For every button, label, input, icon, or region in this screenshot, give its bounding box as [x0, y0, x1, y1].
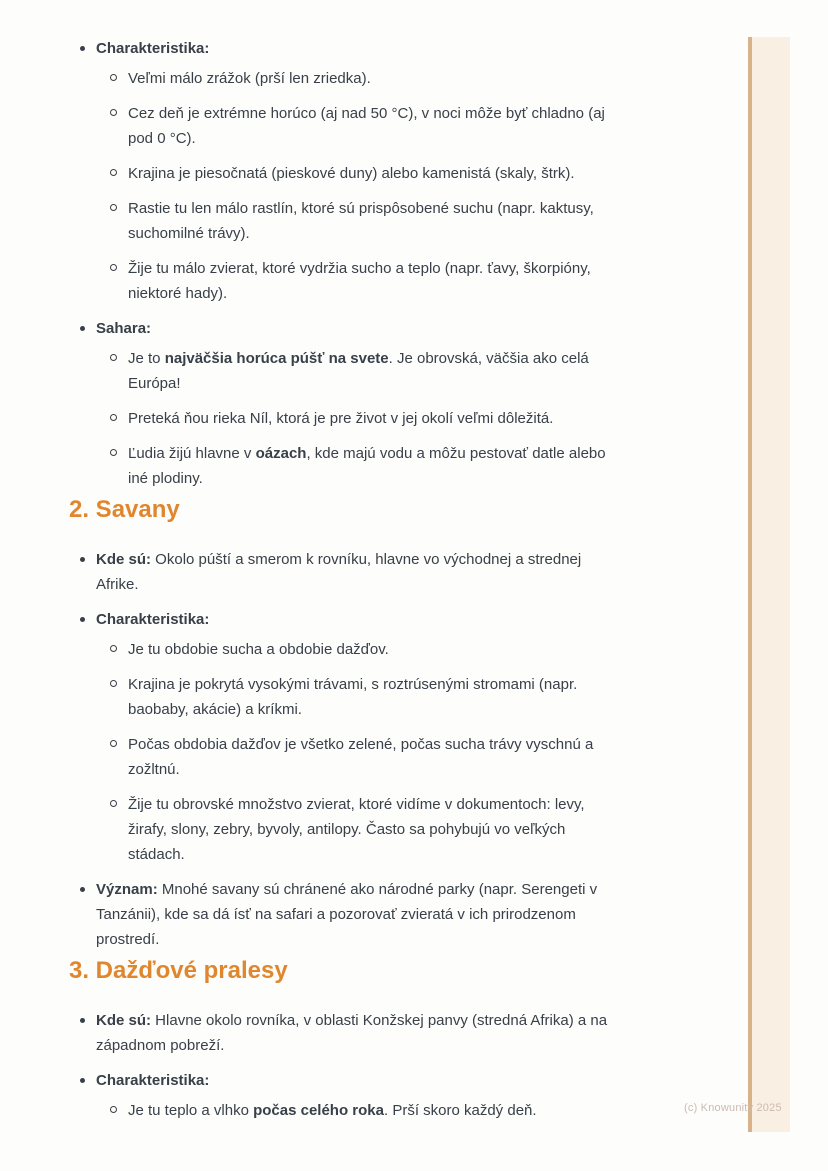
sublist-item — [109, 196, 623, 246]
item-text — [128, 406, 623, 431]
sublist-item — [109, 672, 623, 722]
savany-charakteristika-sublist — [109, 637, 623, 867]
bullet-circle-icon — [109, 792, 128, 867]
sublist-item — [109, 441, 623, 491]
list-item-charakteristika — [69, 1068, 669, 1123]
heading-pralesy: 3. Dažďové pralesy — [69, 957, 288, 984]
text-run: Je to — [128, 350, 165, 367]
text-run: Mnohé savany sú chránené ako národné parky (napr. Serengeti v Tanzánii), kde sa dá ísť na safari a pozorovať zvieratá v ich prirodzenom prostredí. — [96, 881, 598, 948]
bullet-disc-icon — [69, 1008, 96, 1058]
bullet-circle-icon — [109, 441, 128, 491]
text-run: . Prší skoro každý deň. — [383, 1102, 537, 1119]
bullet-disc-icon — [69, 547, 96, 597]
sahara-sublist — [109, 346, 623, 491]
watermark-text: (c) Knowunity 2025 — [684, 1102, 782, 1114]
bullet-disc-icon — [69, 877, 96, 952]
list-item-body — [96, 1068, 623, 1123]
bullet-disc-icon — [69, 316, 96, 491]
sublist-item — [109, 637, 623, 662]
sublist-item — [109, 101, 623, 151]
list-item-kde-su — [69, 547, 669, 597]
bold-text-run: Kde sú: — [96, 551, 152, 568]
item-text — [128, 1098, 623, 1123]
bullet-circle-icon — [109, 1098, 128, 1123]
document-content — [69, 36, 669, 1123]
bullet-circle-icon — [109, 672, 128, 722]
list-item-body — [96, 316, 623, 491]
sublist-item — [109, 66, 623, 91]
sublist-item — [109, 346, 623, 396]
text-run: Hlavne okolo rovníka, v oblasti Konžskej panvy (stredná Afrika) a na západnom pobreží. — [96, 1012, 608, 1054]
sublist-item — [109, 1098, 623, 1123]
sublist-item — [109, 792, 623, 867]
pralesy-list — [69, 1008, 669, 1123]
bullet-circle-icon — [109, 256, 128, 306]
bullet-disc-icon — [69, 1068, 96, 1123]
sublist-item — [109, 732, 623, 782]
item-text — [96, 877, 614, 952]
bullet-disc-icon — [69, 36, 96, 306]
sublist-item — [109, 256, 623, 306]
list-item-sahara — [69, 316, 669, 491]
bold-text-run: najväčšia horúca púšť na svete — [164, 350, 389, 367]
decorative-stripe — [748, 37, 790, 1132]
text-run: Je tu teplo a vlhko — [128, 1102, 254, 1119]
list-item-charakteristika — [69, 607, 669, 867]
pralesy-charakteristika-sublist — [109, 1098, 623, 1123]
item-text: Krajina je piesočnatá (pieskové duny) alebo kamenistá (skaly, štrk). — [128, 165, 575, 182]
item-text: Je tu obdobie sucha a obdobie dažďov. — [128, 641, 389, 658]
text-run: Okolo púští a smerom k rovníku, hlavne vo východnej a strednej Afrike. — [96, 551, 582, 593]
item-text: Žije tu málo zvierat, ktoré vydržia sucho a teplo (napr. ťavy, škorpióny, niektoré hady). — [128, 260, 591, 302]
bullet-circle-icon — [109, 346, 128, 396]
desert-list — [69, 36, 669, 491]
bullet-circle-icon — [109, 732, 128, 782]
list-item-body — [96, 607, 623, 867]
bullet-circle-icon — [109, 66, 128, 91]
bold-text-run: oázach — [255, 445, 307, 462]
item-text — [96, 547, 614, 597]
heading-savany: 2. Savany — [69, 496, 180, 523]
bold-text-run: Význam: — [96, 881, 158, 898]
item-label: Charakteristika: — [96, 1072, 210, 1089]
list-item-vyznam — [69, 877, 669, 952]
sublist-item — [109, 406, 623, 431]
savany-list — [69, 547, 669, 952]
bullet-disc-icon — [69, 607, 96, 867]
item-text — [128, 441, 623, 491]
item-text: Veľmi málo zrážok (prší len zriedka). — [128, 70, 371, 87]
sublist-item — [109, 161, 623, 186]
item-text: Žije tu obrovské množstvo zvierat, ktoré vidíme v dokumentoch: levy, žirafy, slony, zebry, byvoly, antilopy. Často sa pohybujú vo veľkých stádach. — [128, 796, 585, 863]
item-text: Rastie tu len málo rastlín, ktoré sú prispôsobené suchu (napr. kaktusy, suchomilné trávy). — [128, 200, 594, 242]
item-label: Charakteristika: — [96, 611, 210, 628]
bullet-circle-icon — [109, 101, 128, 151]
text-run: , kde majú vodu a môžu pestovať datle alebo iné plodiny. — [128, 445, 606, 487]
list-item-body — [96, 36, 623, 306]
item-text: Cez deň je extrémne horúco (aj nad 50 °C), v noci môže byť chladno (aj pod 0 °C). — [128, 105, 605, 147]
bullet-circle-icon — [109, 406, 128, 431]
item-label: Sahara: — [96, 320, 152, 337]
item-text — [128, 346, 623, 396]
bullet-circle-icon — [109, 196, 128, 246]
bold-text-run: Kde sú: — [96, 1012, 152, 1029]
bullet-circle-icon — [109, 637, 128, 662]
list-item-kde-su — [69, 1008, 669, 1058]
item-text — [96, 1008, 614, 1058]
item-text: Počas obdobia dažďov je všetko zelené, počas sucha trávy vyschnú a zožltnú. — [128, 736, 594, 778]
text-run: Ľudia žijú hlavne v — [128, 445, 256, 462]
text-run: . Je obrovská, väčšia ako celá Európa! — [128, 350, 589, 392]
text-run: Preteká ňou rieka Níl, ktorá je pre život v jej okolí veľmi dôležitá. — [128, 410, 554, 427]
bold-text-run: počas celého roka — [253, 1102, 384, 1119]
item-text: Krajina je pokrytá vysokými trávami, s roztrúsenými stromami (napr. baobaby, akácie) a kríkmi. — [128, 676, 578, 718]
desert-charakteristika-sublist — [109, 66, 623, 306]
list-item-charakteristika — [69, 36, 669, 306]
bullet-circle-icon — [109, 161, 128, 186]
item-label: Charakteristika: — [96, 40, 210, 57]
